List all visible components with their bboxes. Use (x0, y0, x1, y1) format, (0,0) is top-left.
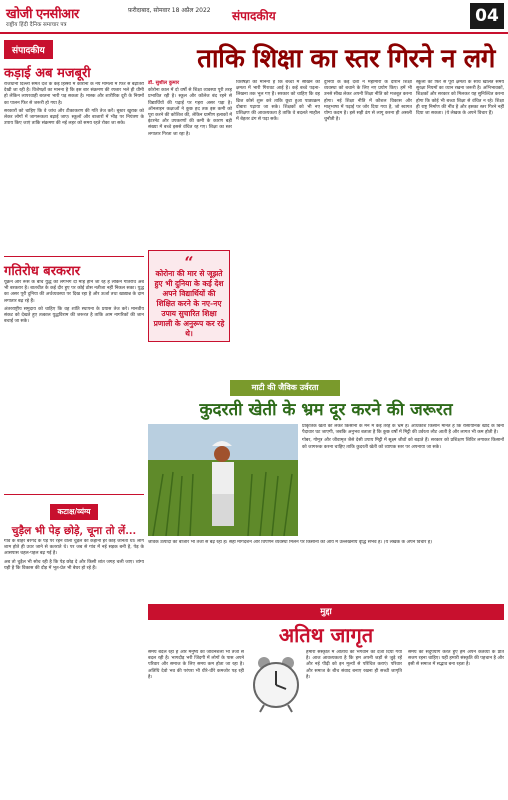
paragraph: प्राकृतिक खेती को लेकर किसानों के मन में कई तरह के भ्रम हैं। अधिकांश किसान मानते हैं कि रासायनिक खाद के बिना पैदावार घट जाएगी, जबकि अनुभव बताता है कि कुछ वर्षों में मिट्टी की उर्वरता लौट आती है और लागत भी कम होती है। (302, 424, 504, 436)
editorial-story-2 (4, 261, 144, 490)
lead-headline: ताकि शिक्षा का स्तर गिरने न लगे (197, 44, 495, 74)
newspaper-logo: खोजी एनसीआर (6, 7, 79, 22)
story-body (4, 82, 144, 252)
pull-quote-text: कोरोना की मार से जूझते हुए भी दुनिया के कई देश अपने विद्यार्थियों की शिक्षित करने के नए-नए उपाय सुचारित शिक्षा प्रणाली के अनुरूप कर रहे थे। (153, 269, 225, 338)
divider (4, 256, 144, 257)
left-column (4, 38, 144, 796)
paragraph: दुनिया के कई देशों ने महामारी के दौरान शिक्षा व्यवस्था को बचाने के लिए नए प्रयोग किए। हमें भी उनसे सीख लेकर अपनी शिक्षा नीति को मजबूत करना होगा। नई शिक्षा नीति में कौशल विकास और मातृभाषा में पढ़ाई पर जोर दिया गया है, जो स्वागत योग्य कदम है। इसे सही ढंग से लागू करना ही असली चुनौती है। (324, 80, 412, 123)
paragraph: समय बदल रहा है और मनुष्य की जीवनशैली भी तेजी से बदल रही है। भागदौड़ भरी जिंदगी में लोगों के पास अपने परिवार और समाज के लिए समय कम होता जा रहा है। अतिथि देवो भव की परंपरा भी धीरे-धीरे कमजोर पड़ रही है। (148, 650, 244, 680)
paragraph: अब तो चुड़ैल भी सोच रही है कि पेड़ छोड़ दे और किसी शांत जगह चली जाए। व्यंग्य यही है कि विकास की दौड़ में भूत-प्रेत भी बेघर हो रहे हैं। (4, 559, 144, 571)
issue-story-body (148, 650, 504, 796)
divider (4, 494, 144, 495)
story-title: कड़ाई अब मजबूरी (4, 66, 91, 81)
editorial-tag: संपादकीय (4, 40, 53, 59)
farmer-field-photo (148, 424, 298, 536)
satire-tag: कटाक्ष/व्यंग्य (50, 504, 99, 520)
paragraph: राजधानी दिल्ली समेत देश के कई हिस्सों में कोरोना के नये मामलों में फिर से बढ़ोतरी देखी जा रही है। विशेषज्ञों का मानना है कि इस बार संक्रमण की रफ्तार भले ही धीमी हो लेकिन लापरवाही बरतना भारी पड़ सकता है। मास्क और शारीरिक दूरी के नियमों का पालन फिर से जरूरी हो गया है। (4, 82, 144, 106)
farmer-illustration (148, 424, 298, 536)
quote-mark-icon: “ (184, 253, 194, 272)
story-title: गतिरोध बरकरार (4, 264, 81, 279)
alarm-clock-icon (250, 655, 302, 713)
newspaper-tagline: राष्ट्रीय हिंदी दैनिक समाचार पत्र (6, 22, 67, 28)
story-title: चुड़ैल भी पेड़ छोड़े, चूना तो लें... (11, 525, 137, 537)
issue-date: फ़रीदाबाद, सोमवार 18 अप्रैल 2022 (128, 7, 211, 14)
paragraph: गांव के बाहर बरगद के पेड़ पर रहने वाली चुड़ैल की कहानी हर कोई जानता था। लोग शाम होते ही उधर जाने से कतराते थे। पर जब से गांव में नई सड़क बनी है, पेड़ के आसपास चहल-पहल बढ़ गई है। (4, 539, 144, 557)
text-column (148, 80, 232, 248)
paragraph: सरकारों को चाहिए कि वे जांच और टीकाकरण की गति तेज करें। बूस्टर खुराक को लेकर लोगों में जागरूकता बढ़ाई जाए। स्कूलों और बाजारों में भीड़ पर नियंत्रण के उपाय किए जाएं ताकि संक्रमण की नई लहर को समय रहते रोका जा सके। (4, 108, 144, 127)
page-number: 04 (470, 3, 504, 29)
paragraph: जैविक उत्पादों का बाजार भी तेजी से बढ़ रहा है। सही मार्गदर्शन और विपणन व्यवस्था मिलने पर किसानों की आय में उल्लेखनीय वृद्धि संभव है। (ये लेखक के अपने विचार हैं) (148, 540, 432, 545)
agri-body (148, 540, 504, 600)
paragraph: हमारी संस्कृति में अतिथि को भगवान का दर्जा दिया गया है। आज आवश्यकता है कि हम अपनी जड़ों से जुड़े रहें और नई पीढ़ी को इन मूल्यों से परिचित कराएं। परिवार और समाज के बीच संवाद बनाए रखना ही सच्ची जागृति है। (306, 650, 402, 680)
editorial-story-1 (4, 63, 144, 252)
paragraph: स्कूलों को फिर से पूरी क्षमता के साथ खोलते समय सुरक्षा नियमों का ध्यान रखना जरूरी है। अभिभावकों, शिक्षकों और सरकार को मिलकर यह सुनिश्चित करना होगा कि कोई भी बच्चा शिक्षा से वंचित न रहे। शिक्षा ही राष्ट्र निर्माण की नींव है और इसका स्तर गिरने नहीं दिया जा सकता। (ये लेखक के अपने विचार हैं) (416, 80, 504, 117)
paragraph: विशेषज्ञों का मानना है कि बच्चों में सीखने की क्षमता में भारी गिरावट आई है। कई बच्चे पढ़ना-लिखना तक भूल गए हैं। सरकार को चाहिए कि वह ब्रिज कोर्स शुरू करे ताकि छूटा हुआ पाठ्यक्रम दोबारा पढ़ाया जा सके। शिक्षकों को भी नए प्रशिक्षण की आवश्यकता है ताकि वे बदलते माहौल में बेहतर ढंग से पढ़ा सकें। (236, 80, 320, 123)
paragraph: कोरोना काल में दो वर्षों से शिक्षा व्यवस्था पूरी तरह प्रभावित रही है। स्कूल और कॉलेज बंद रहने से विद्यार्थियों की पढ़ाई पर गहरा असर पड़ा है। ऑनलाइन कक्षाओं ने कुछ हद तक इस कमी को पूरा करने की कोशिश की, लेकिन ग्रामीण इलाकों में इंटरनेट और उपकरणों की कमी के कारण बड़ी संख्या में बच्चे इससे वंचित रह गए। शिक्षा का स्तर लगातार गिरता जा रहा है। (148, 88, 232, 137)
masthead (0, 0, 508, 34)
text-column (416, 80, 504, 380)
satire-story (4, 499, 144, 749)
text-column (236, 80, 320, 380)
story-body (4, 539, 144, 749)
paragraph: गोबर, गोमूत्र और जीवामृत जैसे देसी उपाय मिट्टी में सूक्ष्म जीवों को बढ़ाते हैं। सरकार को प्रशिक्षण शिविर लगाकर किसानों को जागरूक करना चाहिए ताकि कुदरती खेती को व्यापक स्तर पर अपनाया जा सके। (302, 438, 504, 450)
agri-section-band: माटी की जैविक उर्वरता (230, 380, 340, 396)
story-body (4, 280, 144, 490)
section-title: संपादकीय (232, 9, 276, 23)
agri-body-right (302, 424, 504, 540)
pull-quote (148, 250, 230, 342)
author-byline: डॉ. सुशील कुमार (148, 80, 179, 86)
text-column (148, 650, 244, 796)
paragraph: समय का सदुपयोग करते हुए हमें अपने कर्तव्यों के प्रति सजग रहना चाहिए। यही हमारी संस्कृति की पहचान है और इसी से समाज में सद्भाव बना रहता है। (408, 650, 504, 668)
text-column (324, 80, 412, 380)
issue-section-band: मुद्दा (148, 604, 504, 620)
text-column (306, 650, 402, 796)
text-column (408, 650, 504, 796)
agri-headline: कुदरती खेती के भ्रम दूर करने की जरूरत (199, 400, 453, 420)
issue-headline: अतिथ जागृत (278, 623, 374, 647)
paragraph: यूक्रेन और रूस के बीच युद्ध को लगभग दो माह होने जा रहे हैं लेकिन गतिरोध अब भी बरकरार है। बातचीत के कई दौर हुए पर कोई ठोस नतीजा नहीं निकल सका। युद्ध का असर पूरी दुनिया की अर्थव्यवस्था पर दिख रहा है और ऊर्जा तथा खाद्यान्न के दाम लगातार बढ़ रहे हैं। (4, 280, 144, 304)
paragraph: अंतरराष्ट्रीय समुदाय को चाहिए कि वह शांति स्थापना के प्रयास तेज करे। मानवीय संकट को देखते हुए तत्काल युद्धविराम की जरूरत है ताकि आम नागरिकों की जान बचाई जा सके। (4, 306, 144, 325)
